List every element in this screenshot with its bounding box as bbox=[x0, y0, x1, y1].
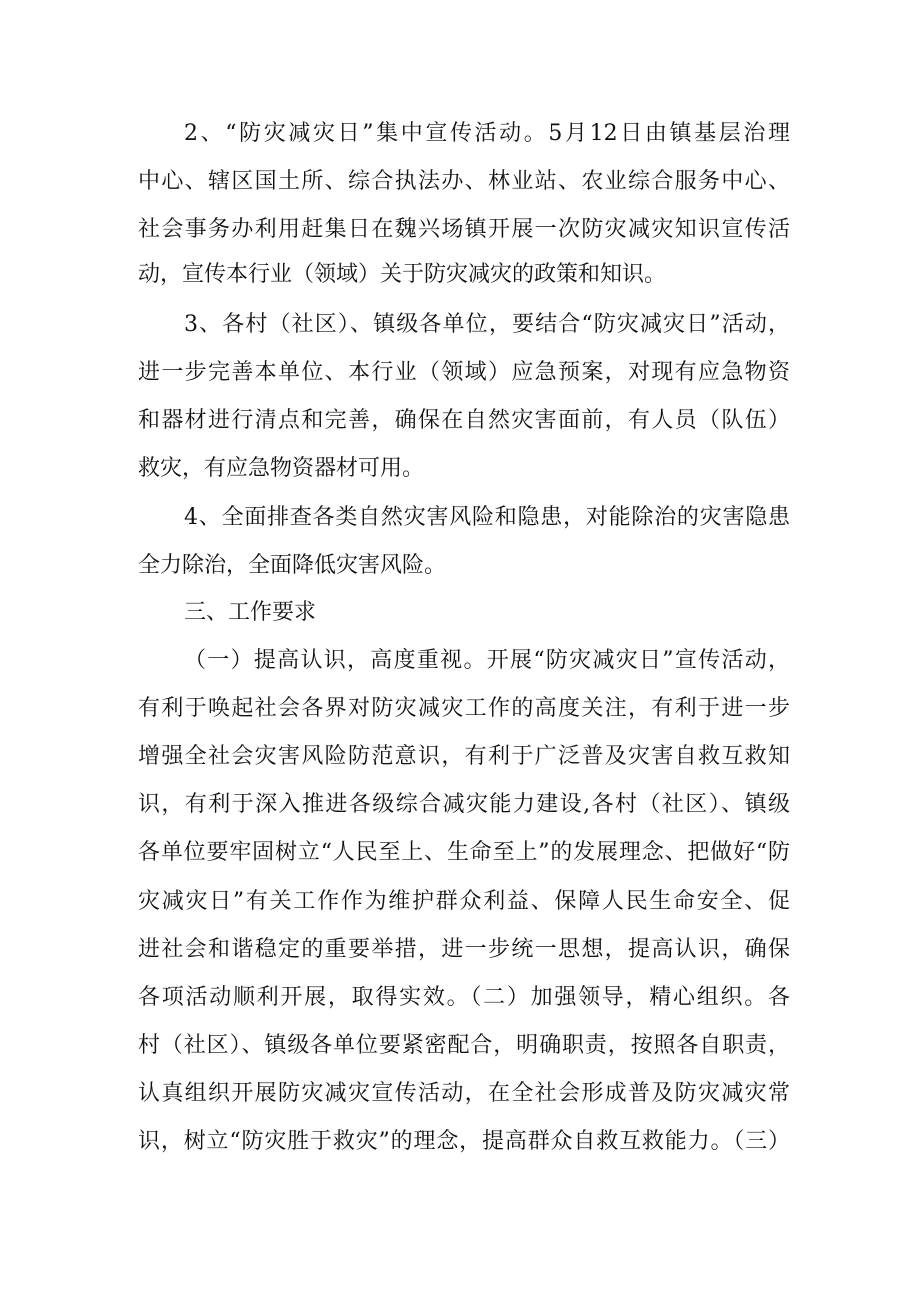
paragraph-4-line-2: 全力除治，全面降低灾害风险。 bbox=[138, 553, 447, 578]
paragraph-3-line-3: 和器材进行清点和完善，确保在自然灾害面前，有人员（队伍） bbox=[138, 408, 790, 433]
requirements-line-10: 认真组织开展防灾减灾宣传活动，在全社会形成普及防灾减灾常 bbox=[138, 1081, 790, 1106]
requirements-line-7: 进社会和谐稳定的重要举措，进一步统一思想，提高认识，确保 bbox=[138, 937, 790, 962]
paragraph-3-line-4: 救灾，有应急物资器材可用。 bbox=[138, 456, 425, 481]
paragraph-2-line-1: 2、“防灾减灾日”集中宣传活动。5月12日由镇基层治理 bbox=[184, 121, 790, 146]
paragraph-3-line-1: 3、各村（社区）、镇级各单位，要结合“防灾减灾日”活动， bbox=[184, 312, 790, 337]
requirements-line-11: 识，树立“防灾胜于救灾”的理念，提高群众自救互救能力。（三） bbox=[138, 1129, 790, 1154]
requirements-line-8: 各项活动顺利开展，取得实效。（二）加强领导，精心组织。各 bbox=[138, 985, 790, 1010]
paragraph-4-line-1: 4、全面排查各类自然灾害风险和隐患，对能除治的灾害隐患 bbox=[184, 505, 790, 530]
paragraph-2-line-3: 社会事务办利用赶集日在魏兴场镇开展一次防灾减灾知识宣传活 bbox=[138, 217, 790, 242]
paragraph-2-line-2: 中心、辖区国土所、综合执法办、林业站、农业综合服务中心、 bbox=[138, 169, 790, 194]
requirements-line-6: 灾减灾日”有关工作作为维护群众利益、保障人民生命安全、促 bbox=[138, 889, 790, 914]
paragraph-2-line-4: 动，宣传本行业（领域）关于防灾减灾的政策和知识。 bbox=[138, 262, 667, 287]
requirements-line-5: 各单位要牢固树立“人民至上、生命至上”的发展理念、把做好“防 bbox=[138, 840, 790, 865]
paragraph-3-line-2: 进一步完善本单位、本行业（领域）应急预案，对现有应急物资 bbox=[138, 360, 790, 385]
section-heading-work-requirements: 三、工作要求 bbox=[184, 600, 317, 625]
requirements-line-9: 村（社区）、镇级各单位要紧密配合，明确职责，按照各自职责， bbox=[138, 1033, 790, 1058]
requirements-line-3: 增强全社会灾害风险防范意识，有利于广泛普及灾害自救互救知 bbox=[138, 744, 790, 769]
requirements-line-1: （一）提高认识，高度重视。开展“防灾减灾日”宣传活动， bbox=[184, 648, 790, 673]
requirements-line-4: 识，有利于深入推进各级综合减灾能力建设,各村（社区）、镇级 bbox=[138, 792, 790, 817]
requirements-line-2: 有利于唤起社会各界对防灾减灾工作的高度关注，有利于进一步 bbox=[138, 696, 790, 721]
